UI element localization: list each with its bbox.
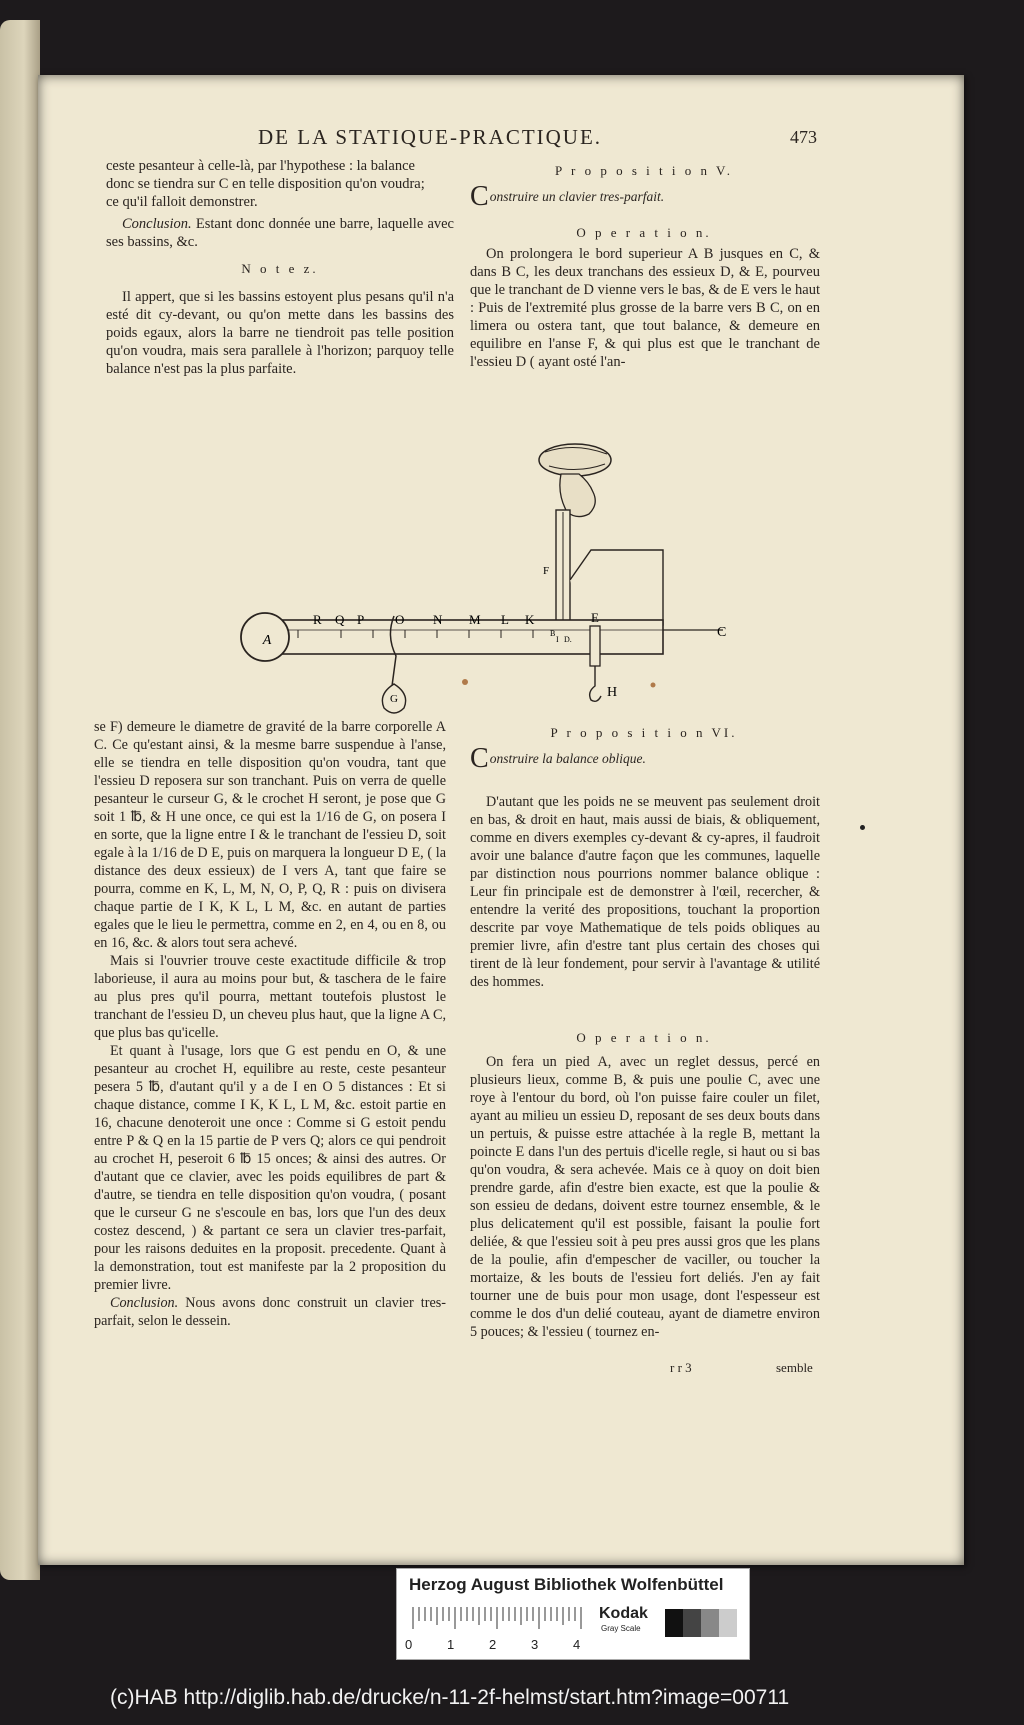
page-number: 473 (790, 127, 817, 147)
paragraph: Mais si l'ouvrier trouve ceste exactitude difficile & trop laborieuse, il aura au moins pour but, & taschera de le faire au plus pres qu'il pourra, mettant toutefois plustost le tranchant de l'essieu D, un cheveu plus haut, que la ligne A C, que plus bas qu'icelle. (94, 953, 446, 1041)
label-f: F (543, 565, 550, 577)
paragraph: se F) demeure le diametre de gravité de la barre corporelle A C. Ce qu'estant ainsi, & la mesme barre suspendue à l'anse, elle se tiendra en telle disposition qu'on voudra, tant que l'essieu D reposera sur son tranchant. Puis on verra de quelle pesanteur le curseur G, & le crochet H seront, je pose que G soit 1 ℔, & H une once, ce qui est la 1/16 de G, on posera I en sorte, que la ligne entre I & le tranchant de l'essieu D, soit egale à la 1/16 de D E, puis on marquera la longueur D E, ( la distance des deux essieux) de I vers A, tant que faire se pourra, comme en K, L, M, N, O, P, Q, R : puis on divisera chaque partie de I K, K L, L M, &c. en autant de parties egales que le lieu le permettra, comme en 2, en 4, ou en 8, ou en 16, &c. & alors tout sera achevé. (94, 719, 446, 951)
notez-text (106, 288, 454, 378)
letter-k: K (525, 612, 535, 627)
catchword: semble (776, 1360, 813, 1375)
drop-initial: C (470, 743, 489, 774)
conclusion-paragraph (106, 215, 454, 251)
prop5-operation-heading: O p e r a t i o n. (576, 225, 712, 240)
hand-cuff (539, 444, 611, 476)
conclusion-paragraph (94, 1294, 446, 1330)
library-name: Herzog August Bibliothek Wolfenbüttel (409, 1575, 724, 1594)
notez-paragraph: Il appert, que si les bassins estoyent plus pesans qu'il n'a esté dit cy-devant, ou qu'on mette dans les bassins des poids egaux, alors la barre ne tiendroit pas telle position qu'on voudra, mais sera parallele à l'horizon; parquoy telle balance n'est pas la plus parfaite. (106, 289, 454, 377)
scale-number: 2 (489, 1637, 497, 1652)
conclusion-label: Conclusion. (110, 1295, 179, 1311)
gray-swatch (665, 1609, 683, 1637)
book-page (38, 75, 964, 1565)
prop5-heading: P r o p o s i t i o n V. (555, 163, 733, 178)
prop5-paragraph: On prolongera le bord superieur A B jusques en C, & dans B C, les deux tranchans des essieux D, & E, pourveu que le tranchant de D vienne vers le bas, & de E vers le haut : Puis de l'extremité plus grosse de la barre vers B C, on en limera ou ostera tant, que tout balance, & demeure en equilibre en l'anse F, & qui plus est que le tranchant de l'essieu D ( ayant osté l'an- (470, 246, 820, 370)
label-e: E (591, 610, 599, 625)
prop6-title (470, 743, 822, 775)
gray-swatch (719, 1609, 737, 1637)
letter-p: P (357, 612, 365, 627)
text-line: donc se tiendra sur C en telle disposition qu'on voudra; (106, 176, 425, 192)
label-d: D. (564, 635, 572, 644)
running-head-title: DE LA STATIQUE-PRACTIQUE. (258, 125, 603, 149)
operation-paragraph: On fera un pied A, avec un reglet dessus, percé en plusieurs lieux, comme B, & puis une poulie C, avec une roye à l'entour du bord, où l'on puisse faire couler un filet, ayant au milieu un essieu D, reposant de ses deux bouts dans un pertuis, & puisse estre attachée à la regle B, mettant la poincte E dans l'un des pertuis d'icelle regle, si haut ou si bas qu'on voudra, & sera achevée. Mais ce à quoy on doit bien prendre garde, afin d'estre bien exacte, est que la poulie & son essieu de dedans, doivent estre tournez ensemble, & le plus delicatement qu'il est possible, faisant la poulie fort deliée, & que l'essieu soit à peu pres aussi gros que les plans de la poulie, afin d'empescher de vaciller, ou toucher la mortaize, & les bouts de l'essieu fort deliés. J'en ay fait tourner une de buis pour mon usage, dont l'espesseur est comme le dos d'un delié couteau, ayant de diametre environ 5 pouces; & l'essieu ( tournez en- (470, 1054, 820, 1340)
letter-q: Q (335, 612, 345, 627)
conclusion-text: Estant donc donnée une barre, laquelle avec ses bassins, &c. (106, 216, 454, 250)
bar-ac (273, 620, 663, 654)
ink-dot (860, 825, 865, 830)
letter-o: O (395, 612, 405, 627)
letter-n: N (433, 612, 443, 627)
gray-swatch (701, 1609, 719, 1637)
prop6-operation-heading: O p e r a t i o n. (576, 1030, 712, 1045)
previous-page-edge (0, 20, 40, 1580)
library-scale-card (396, 1568, 750, 1660)
label-b: B (550, 629, 556, 638)
conclusion-label: Conclusion. (122, 216, 192, 232)
label-g: G (390, 693, 398, 705)
copyright-url: (c)HAB http://diglib.hab.de/drucke/n-11-2f-helmst/start.htm?image=00711 (110, 1686, 790, 1709)
scale-number: 0 (405, 1637, 413, 1652)
prop6-title-text: onstruire la balance oblique. (489, 751, 646, 766)
ruler-scale (407, 1607, 587, 1635)
running-head (38, 125, 964, 155)
text-line: ce qu'il falloit demonstrer. (106, 194, 258, 210)
prop6-paragraph: D'autant que les poids ne se meuvent pas seulement droit en bas, & droit en haut, mais aussi de biais, & obliquement, comme en divers exemples cy-devant & cy-apres, il faudroit avoir une balance d'autre façon que les communes, laquelle par distinction nous pourrions nommer balance oblique : Leur fin principale est de demonstrer à l'œil, recercher, & entendre la verité des propositions, touchant la proportion descrite par voye Mathematique de tels poids obliques au premier livre, afin d'estre tant plus certain des choses qui tirent de là leur fondement, pour servir à l'avantage & utilité des hommes. (470, 794, 820, 990)
gray-swatch (683, 1609, 701, 1637)
label-c: C (717, 625, 727, 640)
prop5-title-text: onstruire un clavier tres-parfait. (489, 189, 665, 204)
text-line: ceste pesanteur à celle-là, par l'hypothese : la balance (106, 158, 415, 174)
left-bottom-text (94, 718, 446, 1330)
scale-number: 1 (447, 1637, 455, 1652)
notez-heading: N o t e z. (241, 261, 319, 276)
signature-mark: r r 3 (670, 1360, 692, 1375)
prop6-heading: P r o p o s i t i o n VI. (550, 725, 738, 740)
left-top-text (106, 157, 454, 251)
kodak-logo: Kodak (599, 1605, 648, 1622)
clavier-figure (223, 400, 758, 705)
prop5-title (470, 181, 822, 213)
label-h: H (607, 685, 618, 700)
scale-number: 4 (573, 1637, 581, 1652)
prop5-text (470, 245, 820, 371)
stain (462, 679, 468, 685)
label-a: A (262, 633, 272, 648)
label-i: I (556, 635, 559, 644)
conclusion-text: Nous avons donc construit un clavier tres-parfait, selon le dessein. (94, 1295, 446, 1329)
crochet-h (590, 666, 601, 701)
scale-number: 3 (531, 1637, 539, 1652)
prop6-operation-text (470, 1053, 820, 1341)
letter-r: R (313, 612, 322, 627)
drop-initial: C (470, 181, 489, 212)
bar-plate (570, 550, 663, 625)
paragraph: Et quant à l'usage, lors que G est pendu en O, & une pesanteur au crochet H, equilibre au reste, ceste pesanteur pesera 5 ℔, d'autant qu'il y a de I en O 5 distances : Et si chaque distance, comme I K, K L, L M, &c. estoit partie en 16, chacune denoteroit une once : Comme si G estoit pendu entre P & Q en la 15 partie de P vers Q; alors ce qui pendroit au crochet H, peseroit 6 ℔ 15 onces; & ainsi des autres. Or d'autant que ce clavier, avec les poids equilibres de part & d'autre, se tiendra en telle disposition qu'on voudra, ( posant que le curseur G ne s'escoule en bas, lors que l'un des deux costez descend, ) & partant ce sera un clavier tres-parfait, pour les raisons deduites en la proposit. precedente. Quant à la demonstration, tout est manifeste par la 2 proposition du premier livre. (94, 1043, 446, 1293)
letter-m: M (469, 612, 481, 627)
essieu-e (590, 626, 600, 666)
prop6-text (470, 793, 820, 991)
gray-scale-label: Gray Scale (601, 1624, 641, 1633)
letter-l: L (501, 612, 509, 627)
stain (651, 683, 656, 688)
